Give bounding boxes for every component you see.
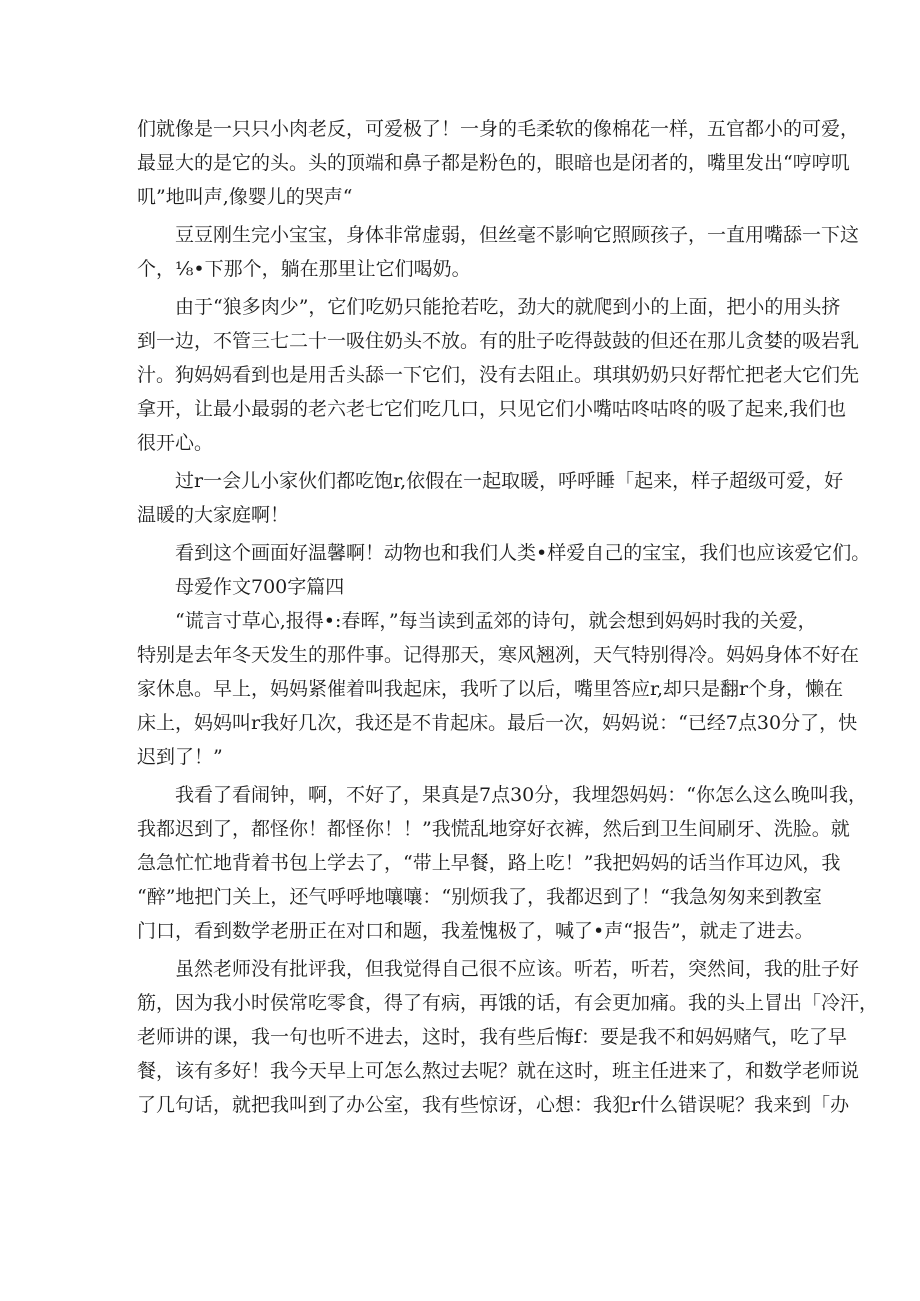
paragraph	[137, 112, 860, 214]
paragraph	[137, 604, 860, 774]
text-line: 温暖的大家庭啊！	[137, 504, 290, 526]
text-line: 我看了看闹钟，啊，不好了，果真是7点30分，我埋怨妈妈：“你怎么这么晚叫我，	[175, 784, 867, 806]
section-title: 母爱作文700字篇四	[175, 576, 345, 598]
document-body	[137, 112, 879, 1122]
text-line: 老师讲的课，我一句也听不进去，这时，我有些后悔f：要是我不和妈妈赌气，吃了早	[137, 1026, 848, 1048]
text-line: 了几句话，就把我叫到了办公室，我有些惊讶，心想：我犯r什么错误呢？我来到「办	[137, 1094, 850, 1116]
text-line: 个，⅛•下那个，躺在那里让它们喝奶。	[137, 258, 471, 280]
text-line: 到一边，不管三七二十一吸住奶头不放。有的肚子吃得鼓鼓的但还在那儿贪婪的吸岩乳	[137, 330, 860, 352]
text-line: 我都迟到了，都怪你！都怪你！！”我慌乱地穿好衣裤，然后到卫生间刷牙、洗脸。就	[137, 818, 850, 840]
text-line: 虽然老师没有批评我，但我觉得自己很不应该。听若，听若，突然间，我的肚子好	[175, 958, 860, 980]
paragraph	[137, 778, 867, 948]
paragraph	[137, 536, 871, 570]
text-line: 门口，看到数学老册正在对口和题，我羞愧极了，喊了•声“报告”，就走了进去。	[137, 920, 814, 942]
text-line: 过r一会儿小家伙们都吃饱r,依假在一起取暖，呼呼睡「起来，样子超级可爱，好	[175, 470, 844, 492]
text-line: 急急忙忙地背着书包上学去了，“带上早餐，路上吃！”我把妈妈的话当作耳边风，我	[137, 852, 841, 874]
paragraph	[137, 290, 860, 460]
text-line: 特别是去年冬天发生的那件事。记得那天，寒风翘冽，天气特别得冷。妈妈身体不好在	[137, 644, 860, 666]
text-line: “醉”地把门关上，还气呼呼地嚷嚷：“别烦我了，我都迟到了！“我急匆匆来到教室	[137, 886, 822, 908]
text-line: 拿开，让最小最弱的老六老七它们吃几口，只见它们小嘴咕咚咕咚的吸了起来,我们也	[137, 398, 847, 420]
paragraph	[137, 952, 879, 1122]
text-line: 迟到了！”	[137, 746, 223, 768]
text-line: 由于“狼多肉少”，它们吃奶只能抢若吃，劲大的就爬到小的上面，把小的用头挤	[175, 296, 841, 318]
text-line: 豆豆刚生完小宝宝，身体非常虚弱，但丝毫不影响它照顾孩子，一直用嘴舔一下这	[175, 224, 860, 246]
text-line: 最显大的是它的头。头的顶端和鼻子都是粉色的，眼暗也是闭者的，嘴里发出“哼哼叽	[137, 152, 850, 174]
text-line: 餐，该有多好！我今天早上可怎么熬过去呢？就在这时，班主任进来了，和数学老师说	[137, 1060, 860, 1082]
text-line: 很开心。	[137, 432, 214, 454]
section-heading	[137, 570, 799, 604]
paragraph	[137, 464, 844, 532]
text-line: “谎言寸草心,报得•:春晖，”每当读到孟郊的诗句，就会想到妈妈时我的关爱，	[175, 610, 817, 632]
text-line: 床上，妈妈叫r我好几次，我还是不肯起床。最后一次，妈妈说：“已经7点30分了，快	[137, 712, 858, 734]
text-line: 汁。狗妈妈看到也是用舌头舔一下它们，没有去阻止。琪琪奶奶只好帮忙把老大它们先	[137, 364, 860, 386]
text-line: 叽”地叫声,像婴儿的哭声“	[137, 186, 353, 208]
text-line: 们就像是一只只小肉老反，可爱极了！一身的毛柔软的像棉花一样，五官都小的可爱，	[137, 118, 860, 140]
text-line: 家休息。早上，妈妈紧催着叫我起床，我听了以后，嘴里答应r,却只是翻r个身，懒在	[137, 678, 844, 700]
text-line: 看到这个画面好温馨啊！动物也和我们人类•样爱自己的宝宝，我们也应该爱它们。	[175, 542, 871, 564]
text-line: 筋，因为我小时侯常吃零食，得了有病，再饿的话，有会更加痛。我的头上冒出「冷汗，	[137, 992, 879, 1014]
paragraph	[137, 218, 860, 286]
